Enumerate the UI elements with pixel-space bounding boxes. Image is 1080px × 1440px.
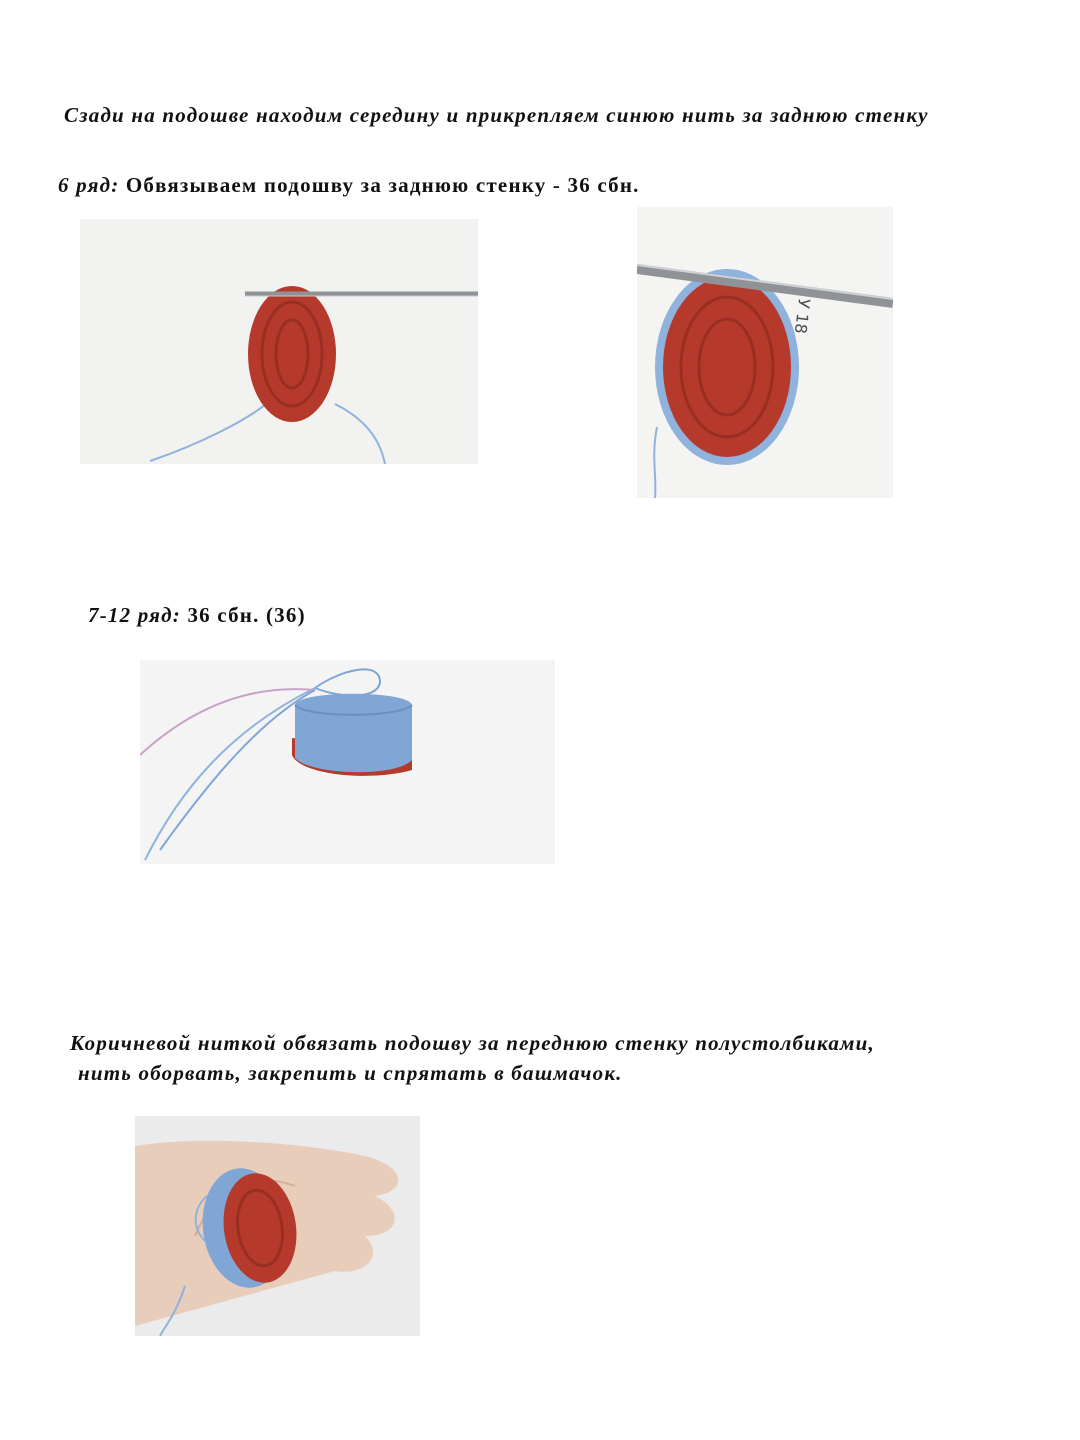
rows7-12-label: 7-12 ряд:: [88, 603, 181, 627]
rows7-12-instruction: [88, 603, 306, 628]
blue-edged-sole-illustration: [637, 207, 893, 498]
final-instruction-line2: нить оборвать, закрепить и спрятать в башмачок.: [78, 1061, 623, 1085]
photo-bootie-in-hand: [135, 1116, 420, 1336]
side-wall-illustration: [140, 660, 555, 864]
row6-text: Обвязываем подошву за заднюю стенку - 36 сбн.: [119, 173, 640, 197]
photo-sole-blue-edging: [637, 207, 893, 498]
intro-instruction: Сзади на подошве находим середину и прикрепляем синюю нить за заднюю стенку: [64, 103, 929, 127]
photo-red-sole-with-hook: [80, 219, 478, 464]
red-sole-illustration: [80, 219, 478, 464]
hand-with-bootie-illustration: [135, 1116, 420, 1336]
row6-instruction: [58, 173, 640, 198]
rows7-12-text: 36 сбн. (36): [181, 603, 306, 627]
photo-blue-side-wall: [140, 660, 555, 864]
hook-marking: У 18: [790, 297, 814, 335]
row6-label: 6 ряд:: [58, 173, 120, 197]
final-instruction-line1: Коричневой ниткой обвязать подошву за переднюю стенку полустолбиками,: [70, 1031, 875, 1055]
